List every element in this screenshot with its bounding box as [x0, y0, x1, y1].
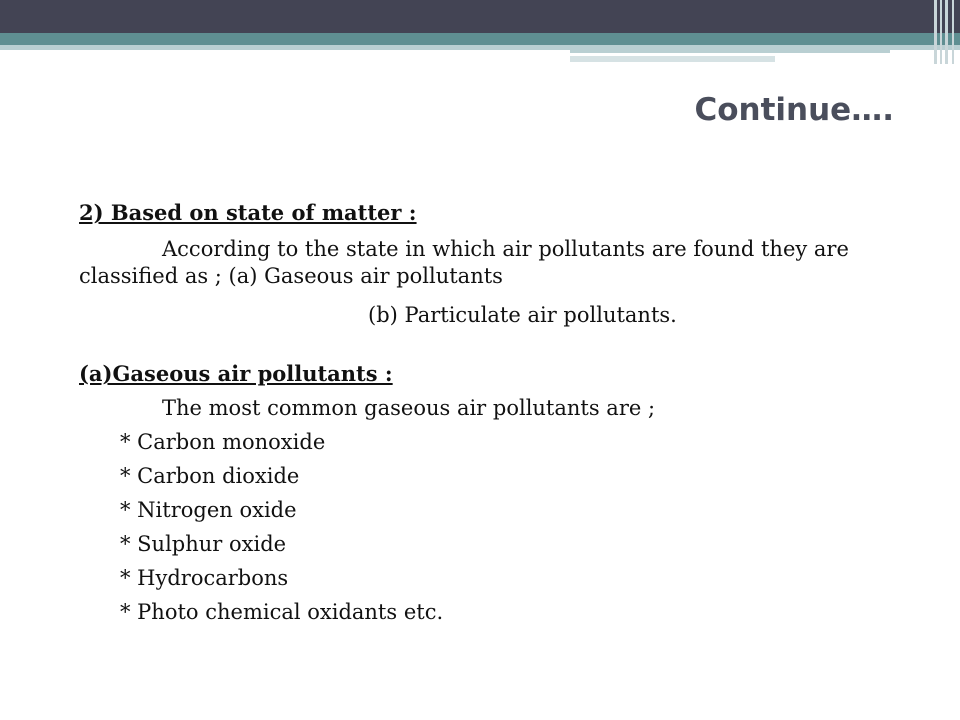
- header-accent-line-secondary: [570, 56, 775, 62]
- slide-body: [79, 196, 899, 629]
- subsection-heading: (a)Gaseous air pollutants :: [79, 361, 393, 386]
- list-item: * Nitrogen oxide: [120, 498, 297, 522]
- slide-title: Continue….: [694, 92, 894, 128]
- header-accent-band: [0, 33, 960, 45]
- list-item: * Sulphur oxide: [120, 532, 287, 556]
- list-intro: The most common gaseous air pollutants are ;: [162, 396, 656, 420]
- list-item: * Carbon dioxide: [120, 464, 300, 488]
- header-accent-line: [570, 50, 890, 53]
- list-item: * Carbon monoxide: [120, 430, 326, 454]
- header-bar: [0, 0, 960, 33]
- list-item: * Hydrocarbons: [120, 566, 289, 590]
- intro-text: According to the state in which air pollutants are found they are classified as ; (a) Gaseous air pollutants: [79, 237, 849, 288]
- classification-b: (b) Particulate air pollutants.: [368, 303, 677, 327]
- intro-paragraph: [79, 236, 899, 290]
- header-edge-lines: [930, 0, 960, 64]
- list-item: * Photo chemical oxidants etc.: [120, 600, 444, 624]
- section-heading: 2) Based on state of matter :: [79, 200, 417, 225]
